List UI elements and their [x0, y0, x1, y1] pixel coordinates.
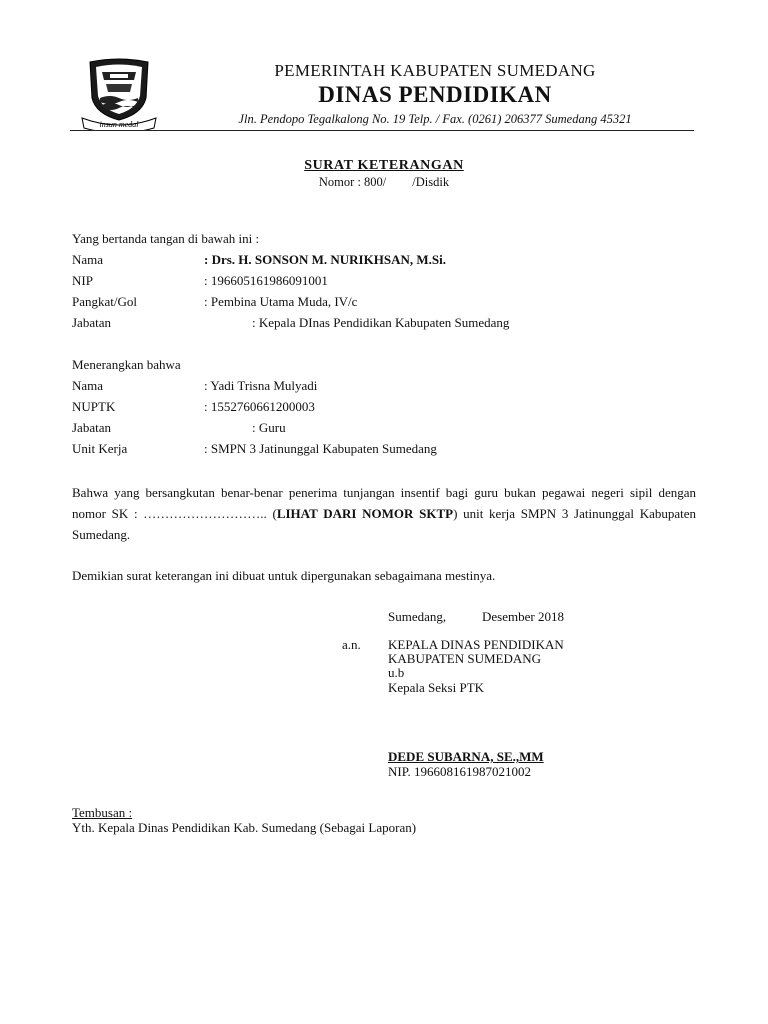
- field-label: Nama: [72, 378, 104, 393]
- field-value: : Pembina Utama Muda, IV/c: [204, 294, 358, 309]
- signatory-name: DEDE SUBARNA, SE.,MM: [388, 749, 544, 764]
- field-label: Nama: [72, 252, 104, 267]
- statement-text-1: Bahwa yang bersangkutan benar-benar penerima tunjangan insentif bagi guru bukan pegawai negeri sipil dengan nomor SK : ……………………….. (: [72, 485, 696, 521]
- field-value: : Kepala DInas Pendidikan Kabupaten Sumedang: [252, 315, 510, 330]
- signatory-nip: NIP. 196608161987021002: [388, 764, 532, 779]
- signature-an: a.n.: [342, 637, 361, 652]
- regency-emblem-icon: [80, 58, 158, 130]
- field-label: Jabatan: [72, 420, 111, 435]
- department-name: DINAS PENDIDIKAN: [318, 82, 552, 107]
- field-label: Jabatan: [72, 315, 111, 330]
- closing-statement: Demikian surat keterangan ini dibuat untuk dipergunakan sebagaimana mestinya.: [72, 568, 496, 583]
- signature-date: Desember 2018: [482, 609, 564, 624]
- letter-number: [0, 175, 768, 190]
- field-value: : Yadi Trisna Mulyadi: [204, 378, 318, 393]
- cc-label: Tembusan :: [72, 805, 133, 820]
- field-label: NUPTK: [72, 399, 116, 414]
- field-value: : Drs. H. SONSON M. NURIKHSAN, M.Si.: [204, 252, 446, 267]
- field-label: NIP: [72, 273, 93, 288]
- field-label: Pangkat/Gol: [72, 294, 137, 309]
- signature-position-2: KABUPATEN SUMEDANG: [388, 651, 542, 666]
- field-label: Unit Kerja: [72, 441, 128, 456]
- field-value: : 196605161986091001: [204, 273, 328, 288]
- cc-item: Yth. Kepala Dinas Pendidikan Kab. Sumedang (Sebagai Laporan): [72, 820, 417, 835]
- statement-text-2: ) unit kerja SMPN 3 Jatinunggal Kabupaten Sumedang.: [72, 506, 697, 542]
- letterhead: [190, 60, 680, 128]
- letter-number-suffix: /Disdik: [412, 175, 450, 189]
- letter-title: SURAT KETERANGAN: [304, 158, 464, 173]
- government-name: PEMERINTAH KABUPATEN SUMEDANG: [274, 61, 596, 80]
- emblem-caption: insun medal: [99, 120, 139, 129]
- statement-emphasis: LIHAT DARI NOMOR SKTP: [276, 506, 454, 521]
- letter-number-prefix: Nomor : 800/: [318, 175, 387, 189]
- subject-intro: Menerangkan bahwa: [72, 357, 181, 372]
- statement-paragraph: [72, 482, 696, 545]
- field-value: : 1552760661200003: [204, 399, 315, 414]
- field-value: : Guru: [252, 420, 286, 435]
- signature-ub: u.b: [388, 665, 405, 680]
- signatory-intro: Yang bertanda tangan di bawah ini :: [72, 231, 260, 246]
- letterhead-divider: [70, 130, 694, 131]
- signature-place: Sumedang,: [388, 609, 447, 624]
- signature-position-3: Kepala Seksi PTK: [388, 680, 485, 695]
- office-address: Jln. Pendopo Tegalkalong No. 19 Telp. / Fax. (0261) 206377 Sumedang 45321: [238, 112, 632, 126]
- signature-position-1: KEPALA DINAS PENDIDIKAN: [388, 637, 564, 652]
- field-value: : SMPN 3 Jatinunggal Kabupaten Sumedang: [204, 441, 437, 456]
